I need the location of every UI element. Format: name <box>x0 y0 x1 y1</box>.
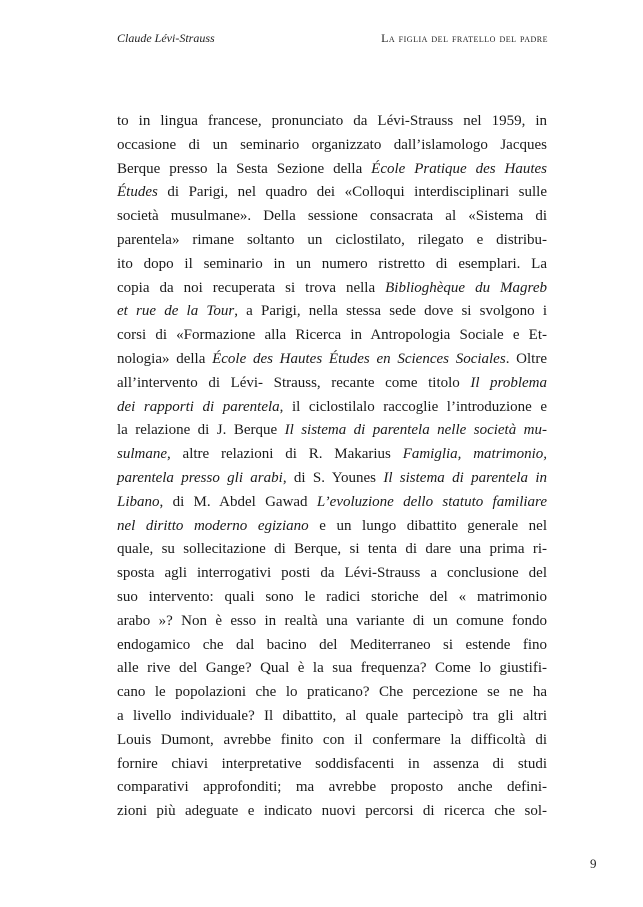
text-segment: endogamico che dal bacino del Mediterraneo si estende fino <box>117 636 547 653</box>
text-segment: , di S. Younes <box>282 469 384 486</box>
text-line <box>117 538 547 562</box>
text-line <box>117 324 547 348</box>
italic-text: Il sistema di parentela nelle società mu- <box>284 422 547 439</box>
italic-text: Libano <box>117 493 160 510</box>
text-line <box>117 253 547 277</box>
text-segment: quale, su sollecitazione di Berque, si tenta di dare una prima ri- <box>117 541 547 558</box>
text-segment: zioni più adeguate e indicato nuovi percorsi di ricerca che sol- <box>117 803 547 820</box>
text-segment: la relazione di J. Berque <box>117 422 285 439</box>
text-segment: ito dopo il seminario in un numero ristretto di esemplari. La <box>117 255 547 272</box>
text-line <box>117 277 547 301</box>
text-line <box>117 134 547 158</box>
text-segment: fornire chiavi interpretative soddisfacenti in assenza di studi <box>117 755 547 772</box>
text-line <box>117 515 547 539</box>
text-segment: società musulmane». Della sessione consacrata al «Sistema di <box>117 208 547 225</box>
text-line <box>117 729 547 753</box>
text-line <box>117 776 547 800</box>
text-line <box>117 419 547 443</box>
italic-text: Études <box>117 184 158 201</box>
running-head-author: Claude Lévi-Strauss <box>117 31 215 45</box>
text-segment: di Parigi, nel quadro dei «Colloqui interdisciplinari sulle <box>157 184 547 201</box>
text-segment: Berque presso la Sesta Sezione della <box>117 160 372 177</box>
text-segment: , altre relazioni di R. Makarius <box>167 446 403 463</box>
text-segment: comparativi approfonditi; ma avrebbe proposto anche defini- <box>117 779 547 796</box>
running-head <box>117 31 548 49</box>
italic-text: École des Hautes Études en Sciences Sociales <box>212 350 506 367</box>
text-segment: parentela» rimane soltanto un ciclostilato, rilegato e distribu- <box>117 231 547 248</box>
text-segment: a livello individuale? Il dibattito, al quale partecipò tra gli altri <box>117 707 547 724</box>
text-segment: sposta agli interrogativi posti da Lévi-Strauss a conclusione del <box>117 565 547 582</box>
text-line <box>117 348 547 372</box>
text-line <box>117 681 547 705</box>
text-line <box>117 396 547 420</box>
text-segment: , di M. Abdel Gawad <box>159 493 317 510</box>
text-segment: e un lungo dibattito generale nel <box>308 517 547 534</box>
text-segment: . Oltre <box>505 350 547 367</box>
text-line <box>117 443 547 467</box>
text-line <box>117 634 547 658</box>
text-line <box>117 705 547 729</box>
italic-text: nel diritto moderno egiziano <box>117 517 309 534</box>
text-segment: arabo »? Non è esso in realtà una variante di un comune fondo <box>117 612 547 629</box>
italic-text: dei rapporti di parentela <box>117 398 280 415</box>
text-line <box>117 158 547 182</box>
running-head-title: La figlia del fratello del padre <box>381 31 548 45</box>
italic-text: Biblioghèque du Magreb <box>385 279 547 296</box>
italic-text: Famiglia, matrimonio, <box>402 446 547 463</box>
text-segment: occasione di un seminario organizzato dall’islamologo Jacques <box>117 136 547 153</box>
text-segment: , il ciclostilalo raccoglie l’introduzione e <box>279 398 548 415</box>
text-segment: nologia» della <box>117 350 213 367</box>
text-segment: corsi di «Formazione alla Ricerca in Antropologia Sociale e Et- <box>117 327 547 344</box>
italic-text: et rue de la Tour <box>117 303 235 320</box>
text-line <box>117 229 547 253</box>
text-line <box>117 181 547 205</box>
italic-text: Il problema <box>470 374 547 391</box>
text-line <box>117 610 547 634</box>
text-segment: to in lingua francese, pronunciato da Lévi-Strauss nel 1959, in <box>117 113 547 129</box>
text-segment: , a Parigi, nella stessa sede dove si svolgono i <box>234 303 548 320</box>
italic-text: sulmane <box>117 446 167 463</box>
text-segment: all’intervento di Lévi- Strauss, recante come titolo <box>117 374 471 391</box>
italic-text: Il sistema di parentela in <box>383 469 547 486</box>
text-segment: Louis Dumont, avrebbe finito con il confermare la difficoltà di <box>117 731 547 748</box>
body-text <box>117 110 547 824</box>
text-line <box>117 753 547 777</box>
text-segment: cano le popolazioni che lo praticano? Che percezione se ne ha <box>117 684 547 701</box>
text-line <box>117 467 547 491</box>
text-line <box>117 110 547 134</box>
text-line <box>117 491 547 515</box>
text-line <box>117 562 547 586</box>
text-line <box>117 800 547 824</box>
page-number: 9 <box>590 856 597 871</box>
text-line <box>117 657 547 681</box>
text-segment: alle rive del Gange? Qual è la sua frequenza? Come lo giustifi- <box>117 660 547 677</box>
text-line <box>117 372 547 396</box>
italic-text: L’evoluzione dello statuto familiare <box>316 493 547 510</box>
text-line <box>117 300 547 324</box>
italic-text: parentela presso gli arabi <box>117 469 283 486</box>
text-segment: suo intervento: quali sono le radici storiche del « matrimonio <box>117 588 547 605</box>
italic-text: École Pratique des Hautes <box>371 160 547 177</box>
text-segment: copia da noi recuperata si trova nella <box>117 279 386 296</box>
text-line <box>117 586 547 610</box>
text-line <box>117 205 547 229</box>
